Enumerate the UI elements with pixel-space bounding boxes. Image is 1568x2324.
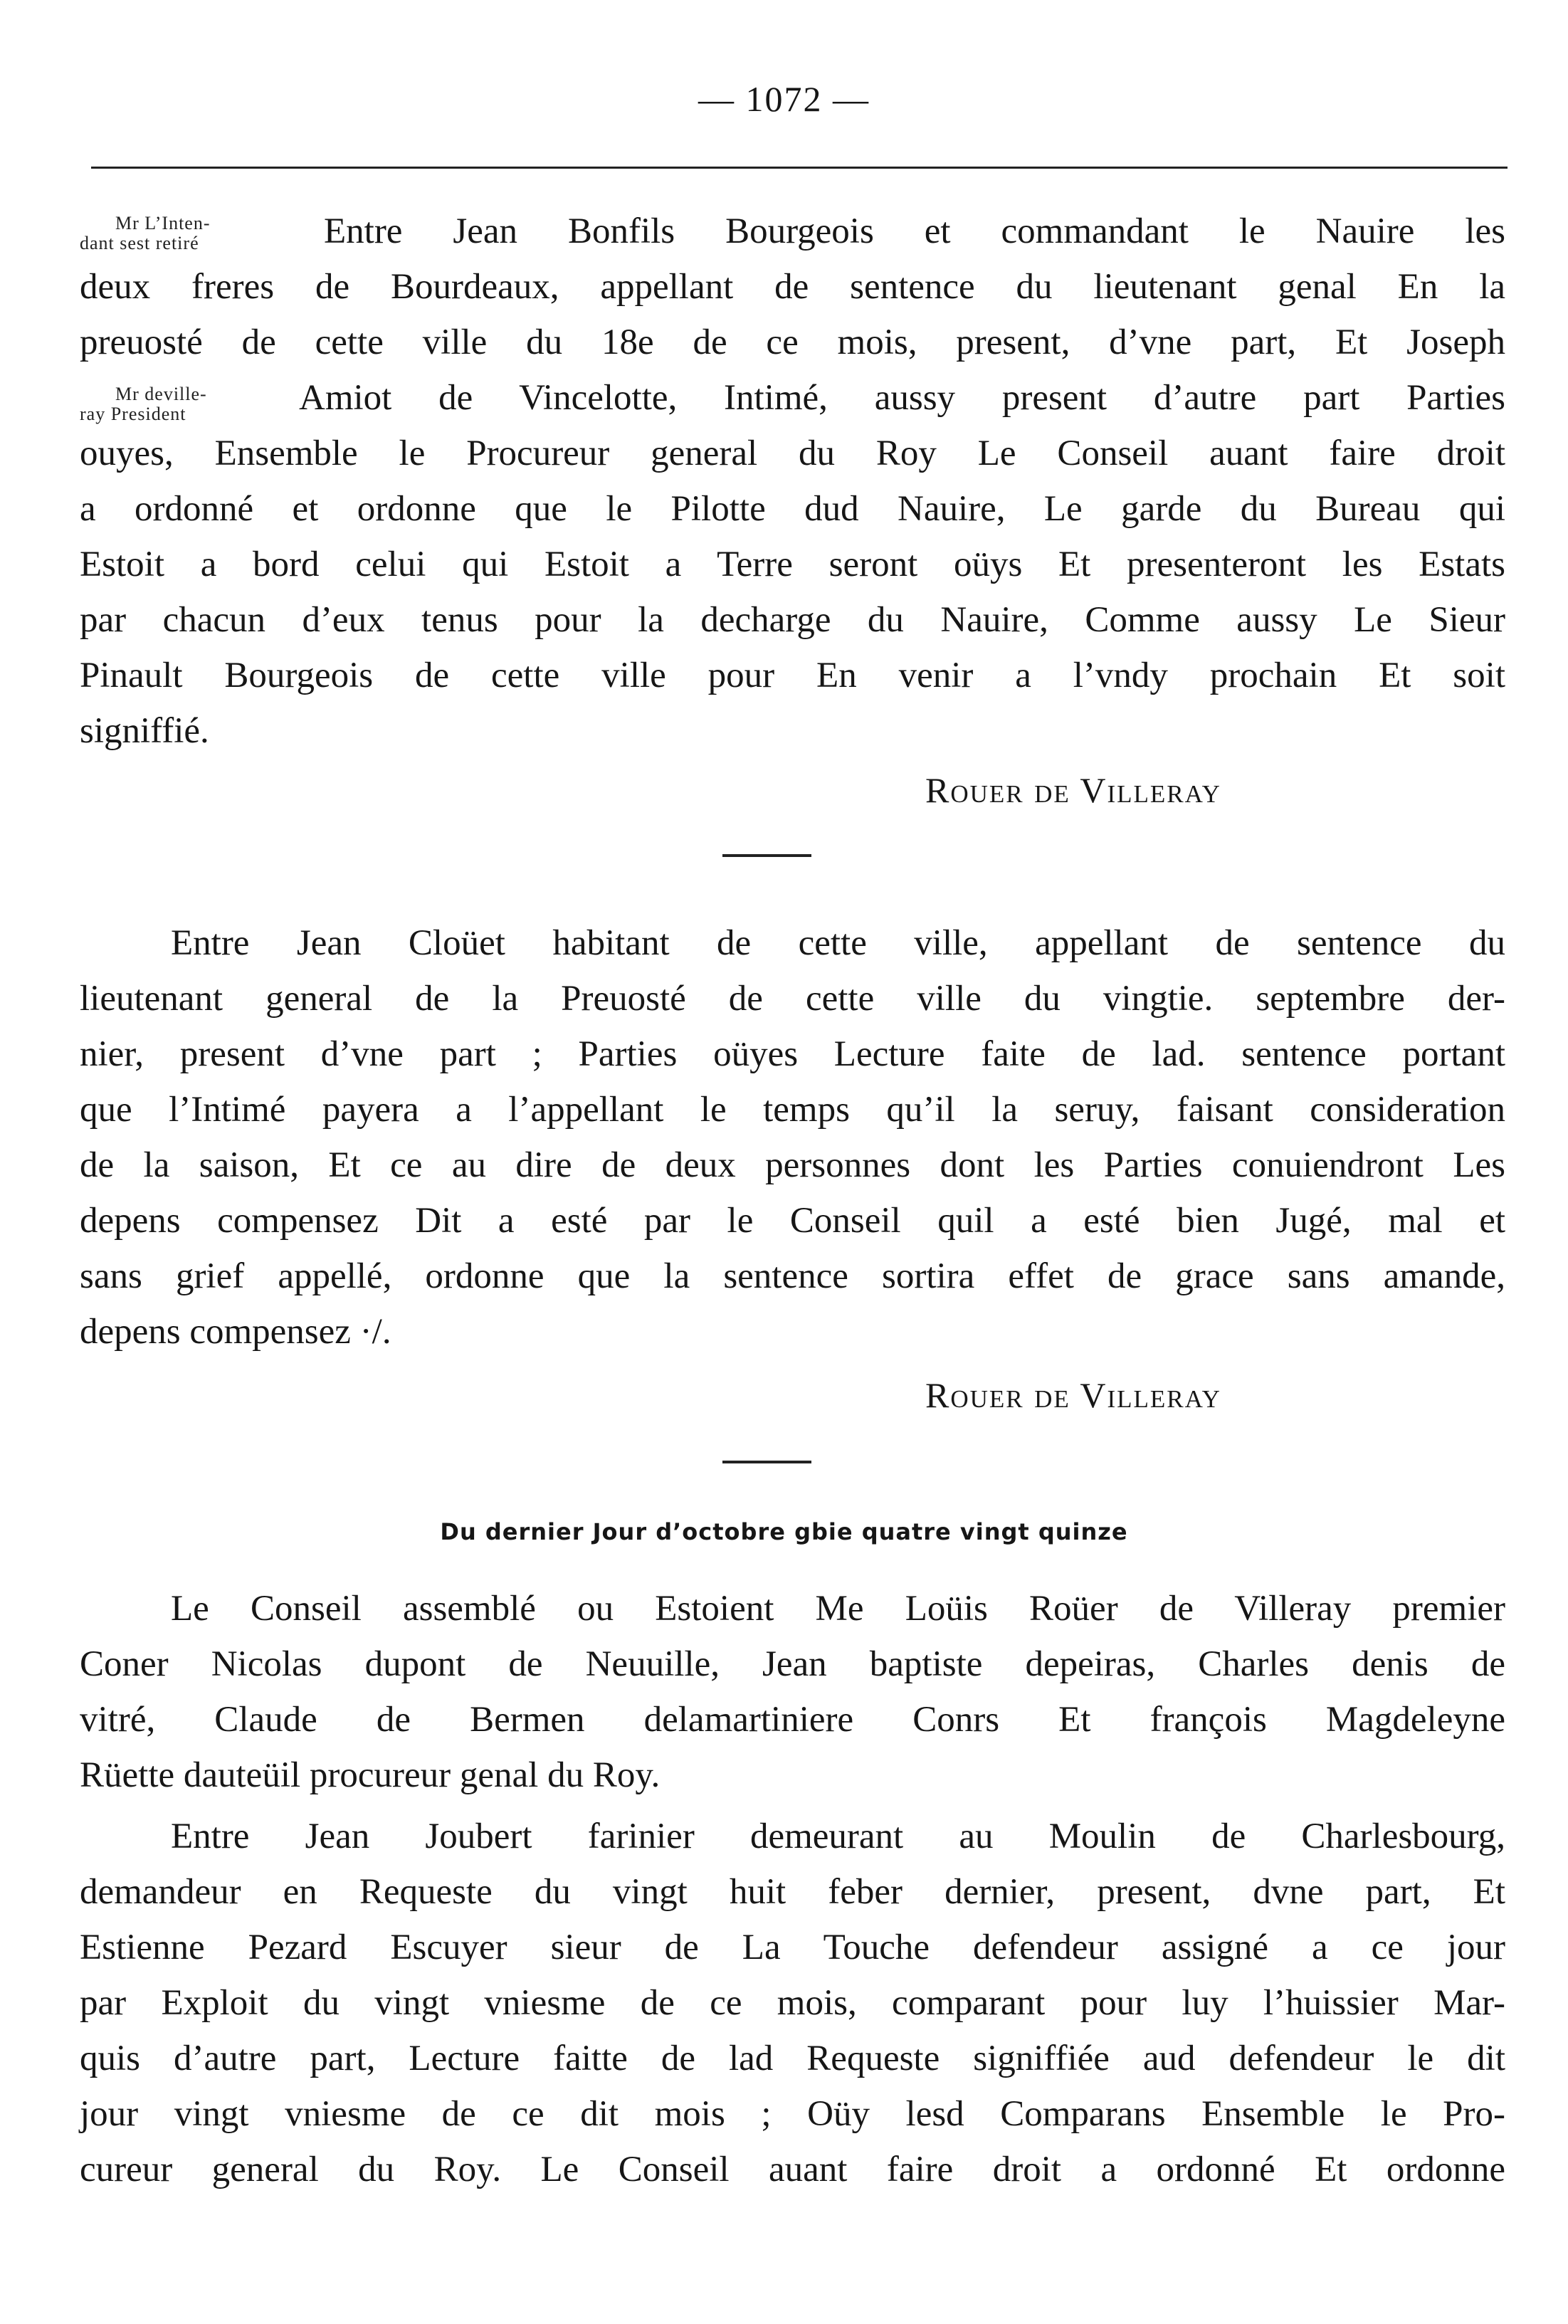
text-line: Entre Jean Cloüet habitant de cette ville, appellant de sentence du	[171, 923, 1505, 963]
text-line: signiffié.	[80, 711, 209, 751]
text-line: Entre Jean Bonfils Bourgeois et commandant le Nauire les	[324, 211, 1505, 251]
date-heading: Du dernier Jour d’octobre gbie quatre vingt quinze	[440, 1518, 1128, 1545]
page-number: — 1072 —	[698, 79, 870, 119]
text-line: de la saison, Et ce au dire de deux personnes dont les Parties conuiendront Les	[80, 1145, 1505, 1185]
header-rule	[91, 167, 1508, 169]
text-line: lieutenant general de la Preuosté de cette ville du vingtie. septembre der-	[80, 979, 1505, 1019]
margin-note-line: Mr deville-	[115, 384, 207, 404]
section-separator	[722, 854, 811, 857]
text-line: par chacun d’eux tenus pour la decharge du Nauire, Comme aussy Le Sieur	[80, 600, 1505, 640]
text-line: preuosté de cette ville du 18e de ce mois, present, d’vne part, Et Joseph	[80, 322, 1505, 362]
text-line: Le Conseil assemblé ou Estoient Me Loüis Roüer de Villeray premier	[171, 1589, 1505, 1629]
margin-note-line: ray President	[80, 404, 186, 424]
section-separator	[722, 1461, 811, 1463]
margin-note-line: dant sest retiré	[80, 233, 199, 253]
margin-note-president	[80, 384, 286, 424]
text-line: depens compensez ·/.	[80, 1312, 391, 1352]
signature: Rouer de Villeray	[925, 770, 1221, 810]
text-line: Rüette dauteüil procureur genal du Roy.	[80, 1755, 661, 1795]
text-line: Amiot de Vincelotte, Intimé, aussy present d’autre part Parties	[299, 378, 1505, 418]
margin-note-intendant	[80, 214, 286, 253]
text-line: Estoit a bord celui qui Estoit a Terre seront oüys Et presenteront les Estats	[80, 545, 1505, 584]
text-line: a ordonné et ordonne que le Pilotte dud Nauire, Le garde du Bureau qui	[80, 489, 1505, 529]
text-line: vitré, Claude de Bermen delamartiniere Conrs Et françois Magdeleyne	[80, 1700, 1505, 1740]
margin-note-line: Mr L’Inten-	[115, 213, 211, 233]
text-line: quis d’autre part, Lecture faitte de lad Requeste signiffiée aud defendeur le dit	[80, 2039, 1505, 2078]
text-line: Entre Jean Joubert farinier demeurant au Moulin de Charlesbourg,	[171, 1816, 1505, 1856]
text-line: demandeur en Requeste du vingt huit feber dernier, present, dvne part, Et	[80, 1872, 1505, 1912]
text-line: sans grief appellé, ordonne que la sentence sortira effet de grace sans amande,	[80, 1256, 1505, 1296]
signature: Rouer de Villeray	[925, 1375, 1221, 1415]
text-line: que l’Intimé payera a l’appellant le temps qu’il la seruy, faisant consideration	[80, 1090, 1505, 1130]
text-line: ouyes, Ensemble le Procureur general du Roy Le Conseil auant faire droit	[80, 433, 1505, 473]
text-line: Estienne Pezard Escuyer sieur de La Touche defendeur assigné a ce jour	[80, 1928, 1505, 1967]
text-line: nier, present d’vne part ; Parties oüyes Lecture faite de lad. sentence portant	[80, 1034, 1505, 1074]
text-line: Pinault Bourgeois de cette ville pour En venir a l’vndy prochain Et soit	[80, 656, 1505, 695]
text-line: depens compensez Dit a esté par le Conseil quil a esté bien Jugé, mal et	[80, 1201, 1505, 1241]
text-line: jour vingt vniesme de ce dit mois ; Oüy lesd Comparans Ensemble le Pro-	[80, 2094, 1505, 2134]
text-line: par Exploit du vingt vniesme de ce mois, comparant pour luy l’huissier Mar-	[80, 1983, 1505, 2023]
text-line: Coner Nicolas dupont de Neuuille, Jean baptiste depeiras, Charles denis de	[80, 1644, 1505, 1684]
text-line: cureur general du Roy. Le Conseil auant faire droit a ordonné Et ordonne	[80, 2150, 1505, 2189]
text-line: deux freres de Bourdeaux, appellant de sentence du lieutenant genal En la	[80, 267, 1505, 307]
